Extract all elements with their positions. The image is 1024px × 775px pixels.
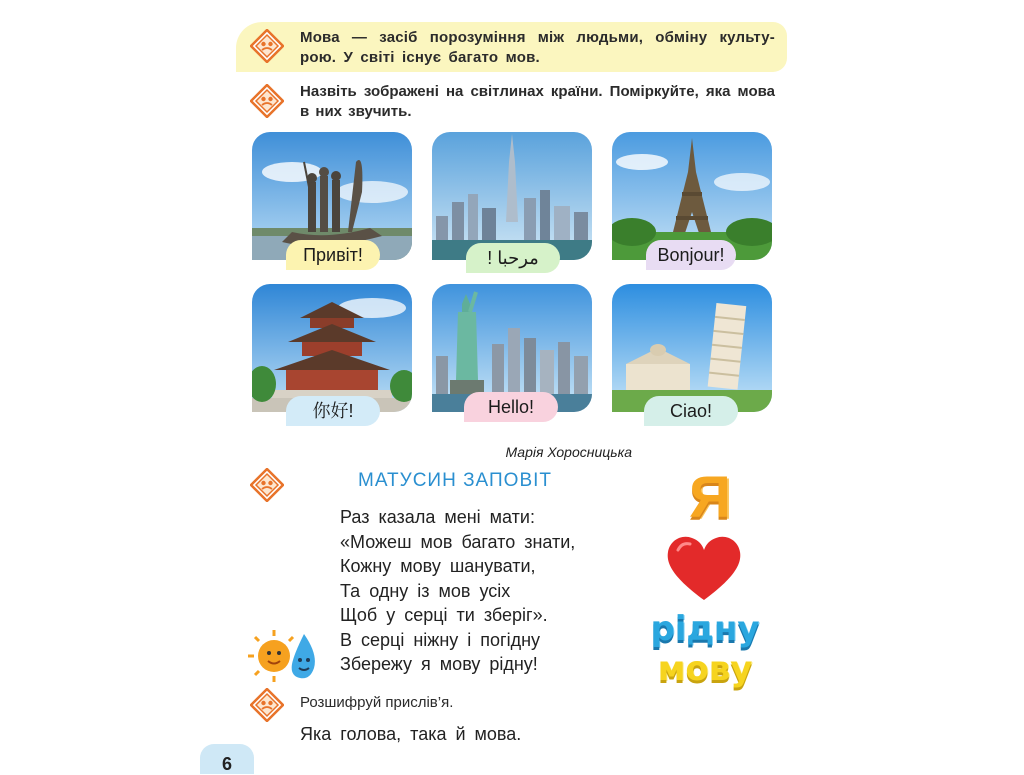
photo-pisa [612, 284, 772, 412]
greeting-text: Hello! [487, 397, 535, 417]
greeting-bubble-ukrainian [286, 240, 380, 270]
greeting-bubble-french [646, 240, 736, 270]
poem-line: Та одну із мов усіх [340, 580, 511, 601]
intro-statement: Мова — засіб порозуміння між людьми, обміну культу- рою. У світі існує багато мов. [300, 29, 775, 66]
greeting-text: 你好! [312, 401, 354, 421]
poem-line: Раз казала мені мати: [340, 507, 535, 527]
greeting-bubble-chinese [286, 396, 380, 426]
task-emblem-icon [250, 688, 284, 722]
slogan-word-ridnu: рідну [650, 609, 760, 649]
sun-and-drop-mascots-icon [248, 624, 322, 684]
proverb-task: Розшифруй прислів’я. [300, 694, 454, 711]
greeting-text: Привіт! [303, 245, 363, 265]
greeting-bubble-italian [644, 396, 738, 426]
poem-line: Щоб у серці ти зберіг». [340, 605, 548, 625]
greeting-bubble-arabic [466, 243, 560, 273]
reading-emblem-icon [250, 468, 284, 502]
poem-line: В серці ніжну і погідну [340, 629, 541, 650]
greeting-text: Bonjour! [657, 245, 725, 265]
poem-line: Збережу я мову рідну! [340, 654, 538, 674]
greeting-text: Ciao! [669, 401, 713, 421]
slogan-word-movu: мову [657, 649, 753, 689]
task-emblem-icon [250, 84, 284, 118]
poem-title: МАТУСИН ЗАПОВІТ [358, 470, 552, 491]
photo-dubai [432, 132, 592, 260]
heart-icon [664, 534, 744, 604]
poem-author: Марія Хоросницька [505, 444, 632, 460]
photo-china [252, 284, 412, 412]
poem-line: «Можеш мов багато знати, [340, 531, 576, 552]
slogan-word-ya: Я [689, 465, 731, 530]
greeting-bubble-english [464, 392, 558, 422]
proverb-text: Яка голова, така й мова. [300, 724, 522, 744]
reading-emblem-icon [250, 29, 284, 63]
greeting-text: مرحبا ! [487, 248, 539, 268]
poem-line: Кожну мову шанувати, [340, 556, 536, 576]
page-number: 6 [222, 754, 233, 774]
intro-task: Назвіть зображені на світлинах країни. Поміркуйте, яка мова в них звучить. [300, 83, 775, 120]
poem-body [340, 505, 575, 677]
